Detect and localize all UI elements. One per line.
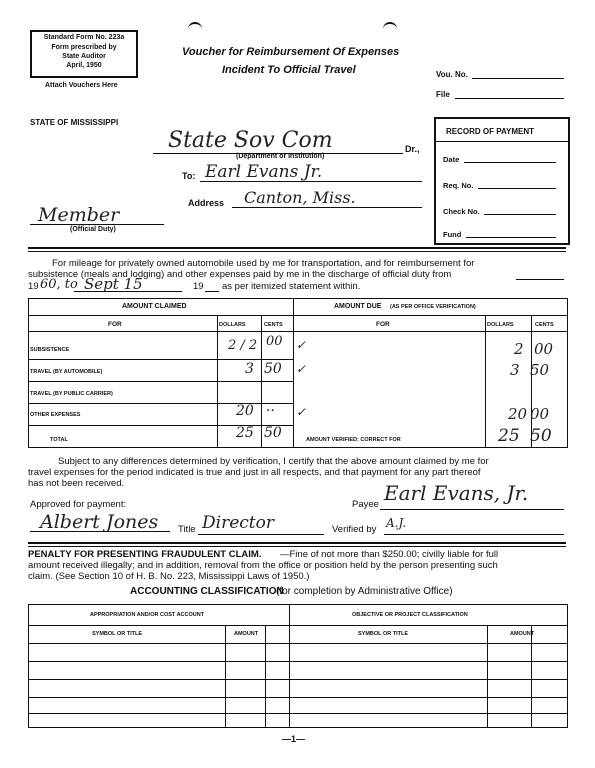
form-prescribed: Form prescribed by: [51, 44, 117, 51]
to-label: To:: [182, 171, 196, 181]
intro-line1: For mileage for privately owned automobile used by me for transportation, and for reimbursement for: [52, 258, 475, 269]
row-subsistence-claimed-cents: 00: [266, 334, 283, 349]
page-number: —1—: [282, 734, 306, 744]
row-total-due-cents: 50: [530, 426, 552, 446]
right-symbol-header: SYMBOL OR TITLE: [358, 631, 409, 637]
row-other-label: OTHER EXPENSES: [30, 412, 81, 418]
penalty-line2: amount received illegally; and in addition, removal from the office or position held by the person presenting such: [28, 560, 498, 571]
due-for-header: FOR: [376, 321, 390, 328]
record-fund-line[interactable]: [466, 237, 556, 238]
form-auditor: State Auditor: [62, 53, 106, 60]
left-amount-header: AMOUNT: [234, 631, 259, 637]
punch-mark-left: [188, 22, 202, 32]
row-subsistence-claimed-dollars: 2 / 2: [228, 338, 258, 353]
objective-header: OBJECTIVE OR PROJECT CLASSIFICATION: [352, 612, 468, 618]
row-total-claimed-dollars: 25: [236, 425, 254, 441]
claimed-cents-header: CENTS: [264, 322, 283, 328]
approver-signature: Albert Jones: [40, 511, 159, 533]
penalty-line3: claim. (See Section 10 of H. B. No. 223, Mississippi Laws of 1950.): [28, 571, 310, 582]
intro-to-value: Sept 15: [84, 275, 143, 293]
check-mark-icon: ✓: [296, 338, 307, 352]
official-duty-line[interactable]: [30, 224, 164, 225]
row-other-due-cents: 00: [530, 405, 550, 423]
official-duty-caption: (Official Duty): [70, 226, 116, 233]
address-line[interactable]: [232, 207, 422, 208]
amount-due-header: AMOUNT DUE: [334, 303, 382, 310]
accounting-subtitle: (for completion by Administrative Office): [276, 586, 453, 597]
claimed-for-header: FOR: [108, 321, 122, 328]
record-req-line[interactable]: [478, 188, 556, 189]
certify-line3: has not been received.: [28, 478, 125, 489]
department-value: State Sov Com: [168, 128, 333, 153]
form-date: April, 1950: [66, 62, 102, 69]
check-mark-icon: ✓: [296, 362, 307, 376]
record-date-line[interactable]: [464, 162, 556, 163]
record-check-line[interactable]: [484, 214, 556, 215]
certify-line2: travel expenses for the period indicated is true and just in all respects, and that payment for any part thereof: [28, 467, 481, 478]
title-line2: Incident To Official Travel: [222, 64, 356, 76]
left-symbol-header: SYMBOL OR TITLE: [92, 631, 143, 637]
appropriation-header: APPROPRIATION AND/OR COST ACCOUNT: [90, 612, 205, 618]
title-line[interactable]: [198, 534, 324, 535]
title-line1: Voucher for Reimbursement Of Expenses: [182, 46, 400, 58]
certify-line1: Subject to any differences determined by verification, I certify that the above amount claimed by me for: [58, 456, 489, 467]
row-other-due-dollars: 20: [508, 405, 528, 423]
row-total-claimed-cents: 50: [264, 425, 282, 441]
official-duty-value: Member: [38, 204, 120, 226]
approved-label: Approved for payment:: [30, 499, 127, 510]
address-value: Canton, Miss.: [244, 188, 356, 207]
file-label: File: [436, 90, 450, 99]
penalty-line1: —Fine of not more than $250.00; civilly liable for full: [280, 549, 499, 560]
row-other-claimed-cents: ··: [266, 403, 275, 419]
verified-by-label: Verified by: [332, 524, 377, 535]
claimed-dollars-header: DOLLARS: [219, 322, 246, 328]
row-subsistence-due-dollars: 2: [514, 340, 524, 358]
record-req-label: Req. No.: [443, 181, 474, 190]
department-caption: (Department or Institution): [236, 153, 325, 160]
record-of-payment-box: [434, 117, 570, 245]
amount-verified-label: AMOUNT VERIFIED: CORRECT FOR: [306, 437, 401, 443]
intro-year-prefix: 19: [28, 281, 39, 292]
row-other-claimed-dollars: 20: [236, 403, 254, 419]
title-label: Title: [178, 524, 196, 535]
right-amount-header: AMOUNT: [510, 631, 535, 637]
attach-label: Attach Vouchers Here: [45, 82, 118, 89]
section-divider: [28, 247, 566, 249]
payee-line[interactable]: [380, 509, 564, 510]
row-auto-due-dollars: 3: [510, 361, 520, 379]
verified-by-signature: A.J.: [386, 516, 407, 530]
punch-mark-right: [383, 22, 397, 32]
due-cents-header: CENTS: [535, 322, 554, 328]
row-auto-due-cents: 50: [530, 361, 550, 379]
due-dollars-header: DOLLARS: [487, 322, 514, 328]
file-line[interactable]: [455, 98, 564, 99]
voucher-number-line[interactable]: [472, 78, 564, 79]
accounting-table: [28, 604, 568, 728]
check-mark-icon: ✓: [296, 405, 307, 419]
title-value: Director: [202, 513, 274, 533]
row-subsistence-label: SUBSISTENCE: [30, 347, 70, 353]
row-auto-claimed-cents: 50: [264, 361, 282, 377]
to-value: Earl Evans Jr.: [205, 162, 323, 182]
address-label: Address: [188, 198, 225, 208]
row-public-carrier-label: TRAVEL (BY PUBLIC CARRIER): [30, 391, 113, 397]
row-auto-claimed-dollars: 3: [245, 361, 254, 377]
verified-by-line[interactable]: [384, 534, 564, 535]
record-fund-label: Fund: [443, 230, 462, 239]
intro-line2: subsistence (meals and lodging) and other expenses paid by me in the discharge of official duty from: [28, 269, 452, 280]
intro-from-value: 60, to: [40, 277, 78, 292]
form-number: Standard Form No. 223a: [43, 34, 125, 41]
amount-claimed-header: AMOUNT CLAIMED: [122, 303, 187, 310]
voucher-number-label: Vou. No.: [436, 70, 468, 79]
intro-line3: as per itemized statement within.: [222, 281, 361, 292]
payee-signature: Earl Evans, Jr.: [384, 481, 529, 505]
row-total-label: TOTAL: [50, 437, 68, 443]
record-check-label: Check No.: [443, 207, 480, 216]
state-label: STATE OF MISSISSIPPI: [30, 118, 119, 127]
amount-due-note: (AS PER OFFICE VERIFICATION): [390, 304, 476, 310]
accounting-title: ACCOUNTING CLASSIFICATION: [130, 586, 284, 597]
intro-year2: 19: [193, 281, 204, 292]
row-subsistence-due-cents: 00: [534, 340, 554, 358]
row-auto-label: TRAVEL (BY AUTOMOBILE): [30, 369, 103, 375]
record-date-label: Date: [443, 155, 460, 164]
payee-label: Payee: [352, 499, 379, 510]
form-info-box: [30, 30, 138, 78]
penalty-heading: PENALTY FOR PRESENTING FRAUDULENT CLAIM.: [28, 549, 262, 560]
row-total-due-dollars: 25: [498, 426, 520, 446]
dr-label: Dr.,: [405, 144, 420, 154]
to-line[interactable]: [200, 181, 422, 182]
record-title: RECORD OF PAYMENT: [446, 127, 535, 136]
